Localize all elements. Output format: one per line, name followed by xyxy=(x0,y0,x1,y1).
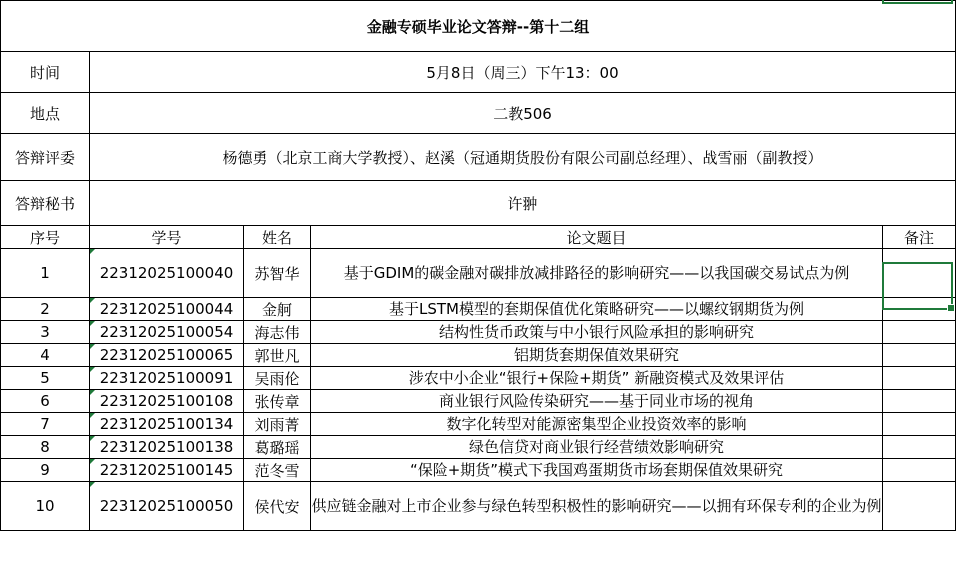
header-no[interactable]: 序号 xyxy=(1,226,90,249)
row-note[interactable] xyxy=(883,249,956,298)
row-student-id-text: 22312025100108 xyxy=(99,392,234,410)
place-label[interactable]: 地点 xyxy=(1,93,90,134)
row-student-id[interactable] xyxy=(90,482,244,531)
row-student-id[interactable] xyxy=(90,390,244,413)
row-no[interactable]: 9 xyxy=(1,459,90,482)
row-topic[interactable]: 基于LSTM模型的套期保值优化策略研究——以螺纹钢期货为例 xyxy=(311,298,883,321)
row-note[interactable] xyxy=(883,413,956,436)
committee-label[interactable]: 答辩评委 xyxy=(1,134,90,181)
row-student-id-text: 22312025100054 xyxy=(99,323,234,341)
table-row xyxy=(1,413,956,436)
row-student-id[interactable] xyxy=(90,321,244,344)
row-name[interactable]: 海志伟 xyxy=(244,321,311,344)
row-topic[interactable]: 基于GDIM的碳金融对碳排放减排路径的影响研究——以我国碳交易试点为例 xyxy=(311,249,883,298)
row-name[interactable]: 侯代安 xyxy=(244,482,311,531)
table-row xyxy=(1,249,956,298)
row-name[interactable]: 范冬雪 xyxy=(244,459,311,482)
row-topic[interactable]: “保险+期货”模式下我国鸡蛋期货市场套期保值效果研究 xyxy=(311,459,883,482)
row-note[interactable] xyxy=(883,321,956,344)
row-name[interactable]: 张传章 xyxy=(244,390,311,413)
row-name[interactable]: 苏智华 xyxy=(244,249,311,298)
row-no[interactable]: 6 xyxy=(1,390,90,413)
text-number-marker xyxy=(90,298,95,303)
text-number-marker xyxy=(90,459,95,464)
table-row xyxy=(1,436,956,459)
row-topic[interactable]: 涉农中小企业“银行+保险+期货” 新融资模式及效果评估 xyxy=(311,367,883,390)
row-note[interactable] xyxy=(883,482,956,531)
row-student-id[interactable] xyxy=(90,436,244,459)
row-no[interactable]: 10 xyxy=(1,482,90,531)
row-no[interactable]: 2 xyxy=(1,298,90,321)
row-note[interactable] xyxy=(883,436,956,459)
row-note[interactable] xyxy=(883,344,956,367)
text-number-marker xyxy=(90,249,95,254)
row-no[interactable]: 5 xyxy=(1,367,90,390)
row-name[interactable]: 郭世凡 xyxy=(244,344,311,367)
table-row xyxy=(1,298,956,321)
header-topic[interactable]: 论文题目 xyxy=(311,226,883,249)
table-row xyxy=(1,344,956,367)
row-name[interactable]: 吴雨伦 xyxy=(244,367,311,390)
sheet-title[interactable]: 金融专硕毕业论文答辩--第十二组 xyxy=(1,1,956,52)
header-name[interactable]: 姓名 xyxy=(244,226,311,249)
secretary-value[interactable]: 许翀 xyxy=(90,181,956,226)
committee-value[interactable]: 杨德勇（北京工商大学教授）、赵溪（冠通期货股份有限公司副总经理）、战雪丽（副教授） xyxy=(90,134,956,181)
text-number-marker xyxy=(90,390,95,395)
row-note[interactable] xyxy=(883,459,956,482)
row-no[interactable]: 3 xyxy=(1,321,90,344)
secretary-label[interactable]: 答辩秘书 xyxy=(1,181,90,226)
text-number-marker xyxy=(90,482,95,487)
text-number-marker xyxy=(90,367,95,372)
row-topic[interactable]: 绿色信贷对商业银行经营绩效影响研究 xyxy=(311,436,883,459)
row-student-id-text: 22312025100138 xyxy=(99,438,234,456)
column-selection-marker xyxy=(882,0,953,4)
row-student-id-text: 22312025100134 xyxy=(99,415,234,433)
row-no[interactable]: 8 xyxy=(1,436,90,459)
row-student-id[interactable] xyxy=(90,298,244,321)
row-student-id-text: 22312025100040 xyxy=(99,264,234,282)
row-no[interactable]: 7 xyxy=(1,413,90,436)
row-student-id-text: 22312025100044 xyxy=(99,300,234,318)
row-student-id-text: 22312025100065 xyxy=(99,346,234,364)
row-topic[interactable]: 商业银行风险传染研究——基于同业市场的视角 xyxy=(311,390,883,413)
row-student-id[interactable] xyxy=(90,459,244,482)
header-student-id[interactable]: 学号 xyxy=(90,226,244,249)
table-row xyxy=(1,390,956,413)
text-number-marker xyxy=(90,344,95,349)
table-row xyxy=(1,482,956,531)
row-no[interactable]: 4 xyxy=(1,344,90,367)
text-number-marker xyxy=(90,321,95,326)
row-note[interactable] xyxy=(883,298,956,321)
header-note[interactable]: 备注 xyxy=(883,226,956,249)
row-topic[interactable]: 数字化转型对能源密集型企业投资效率的影响 xyxy=(311,413,883,436)
place-value[interactable]: 二教506 xyxy=(90,93,956,134)
row-note[interactable] xyxy=(883,390,956,413)
row-note[interactable] xyxy=(883,367,956,390)
table-row xyxy=(1,367,956,390)
row-topic[interactable]: 供应链金融对上市企业参与绿色转型积极性的影响研究——以拥有环保专利的企业为例 xyxy=(311,482,883,531)
row-student-id[interactable] xyxy=(90,367,244,390)
row-student-id[interactable] xyxy=(90,249,244,298)
row-name[interactable]: 刘雨菁 xyxy=(244,413,311,436)
text-number-marker xyxy=(90,413,95,418)
row-topic[interactable]: 铝期货套期保值效果研究 xyxy=(311,344,883,367)
row-topic[interactable]: 结构性货币政策与中小银行风险承担的影响研究 xyxy=(311,321,883,344)
row-name[interactable]: 葛璐瑶 xyxy=(244,436,311,459)
row-student-id[interactable] xyxy=(90,344,244,367)
row-no[interactable]: 1 xyxy=(1,249,90,298)
row-student-id[interactable] xyxy=(90,413,244,436)
text-number-marker xyxy=(90,436,95,441)
table-row xyxy=(1,459,956,482)
table-row xyxy=(1,321,956,344)
row-name[interactable]: 金舸 xyxy=(244,298,311,321)
time-value[interactable]: 5月8日（周三）下午13：00 xyxy=(90,52,956,93)
row-student-id-text: 22312025100050 xyxy=(99,497,234,515)
row-student-id-text: 22312025100145 xyxy=(99,461,234,479)
row-student-id-text: 22312025100091 xyxy=(99,369,234,387)
time-label[interactable]: 时间 xyxy=(1,52,90,93)
